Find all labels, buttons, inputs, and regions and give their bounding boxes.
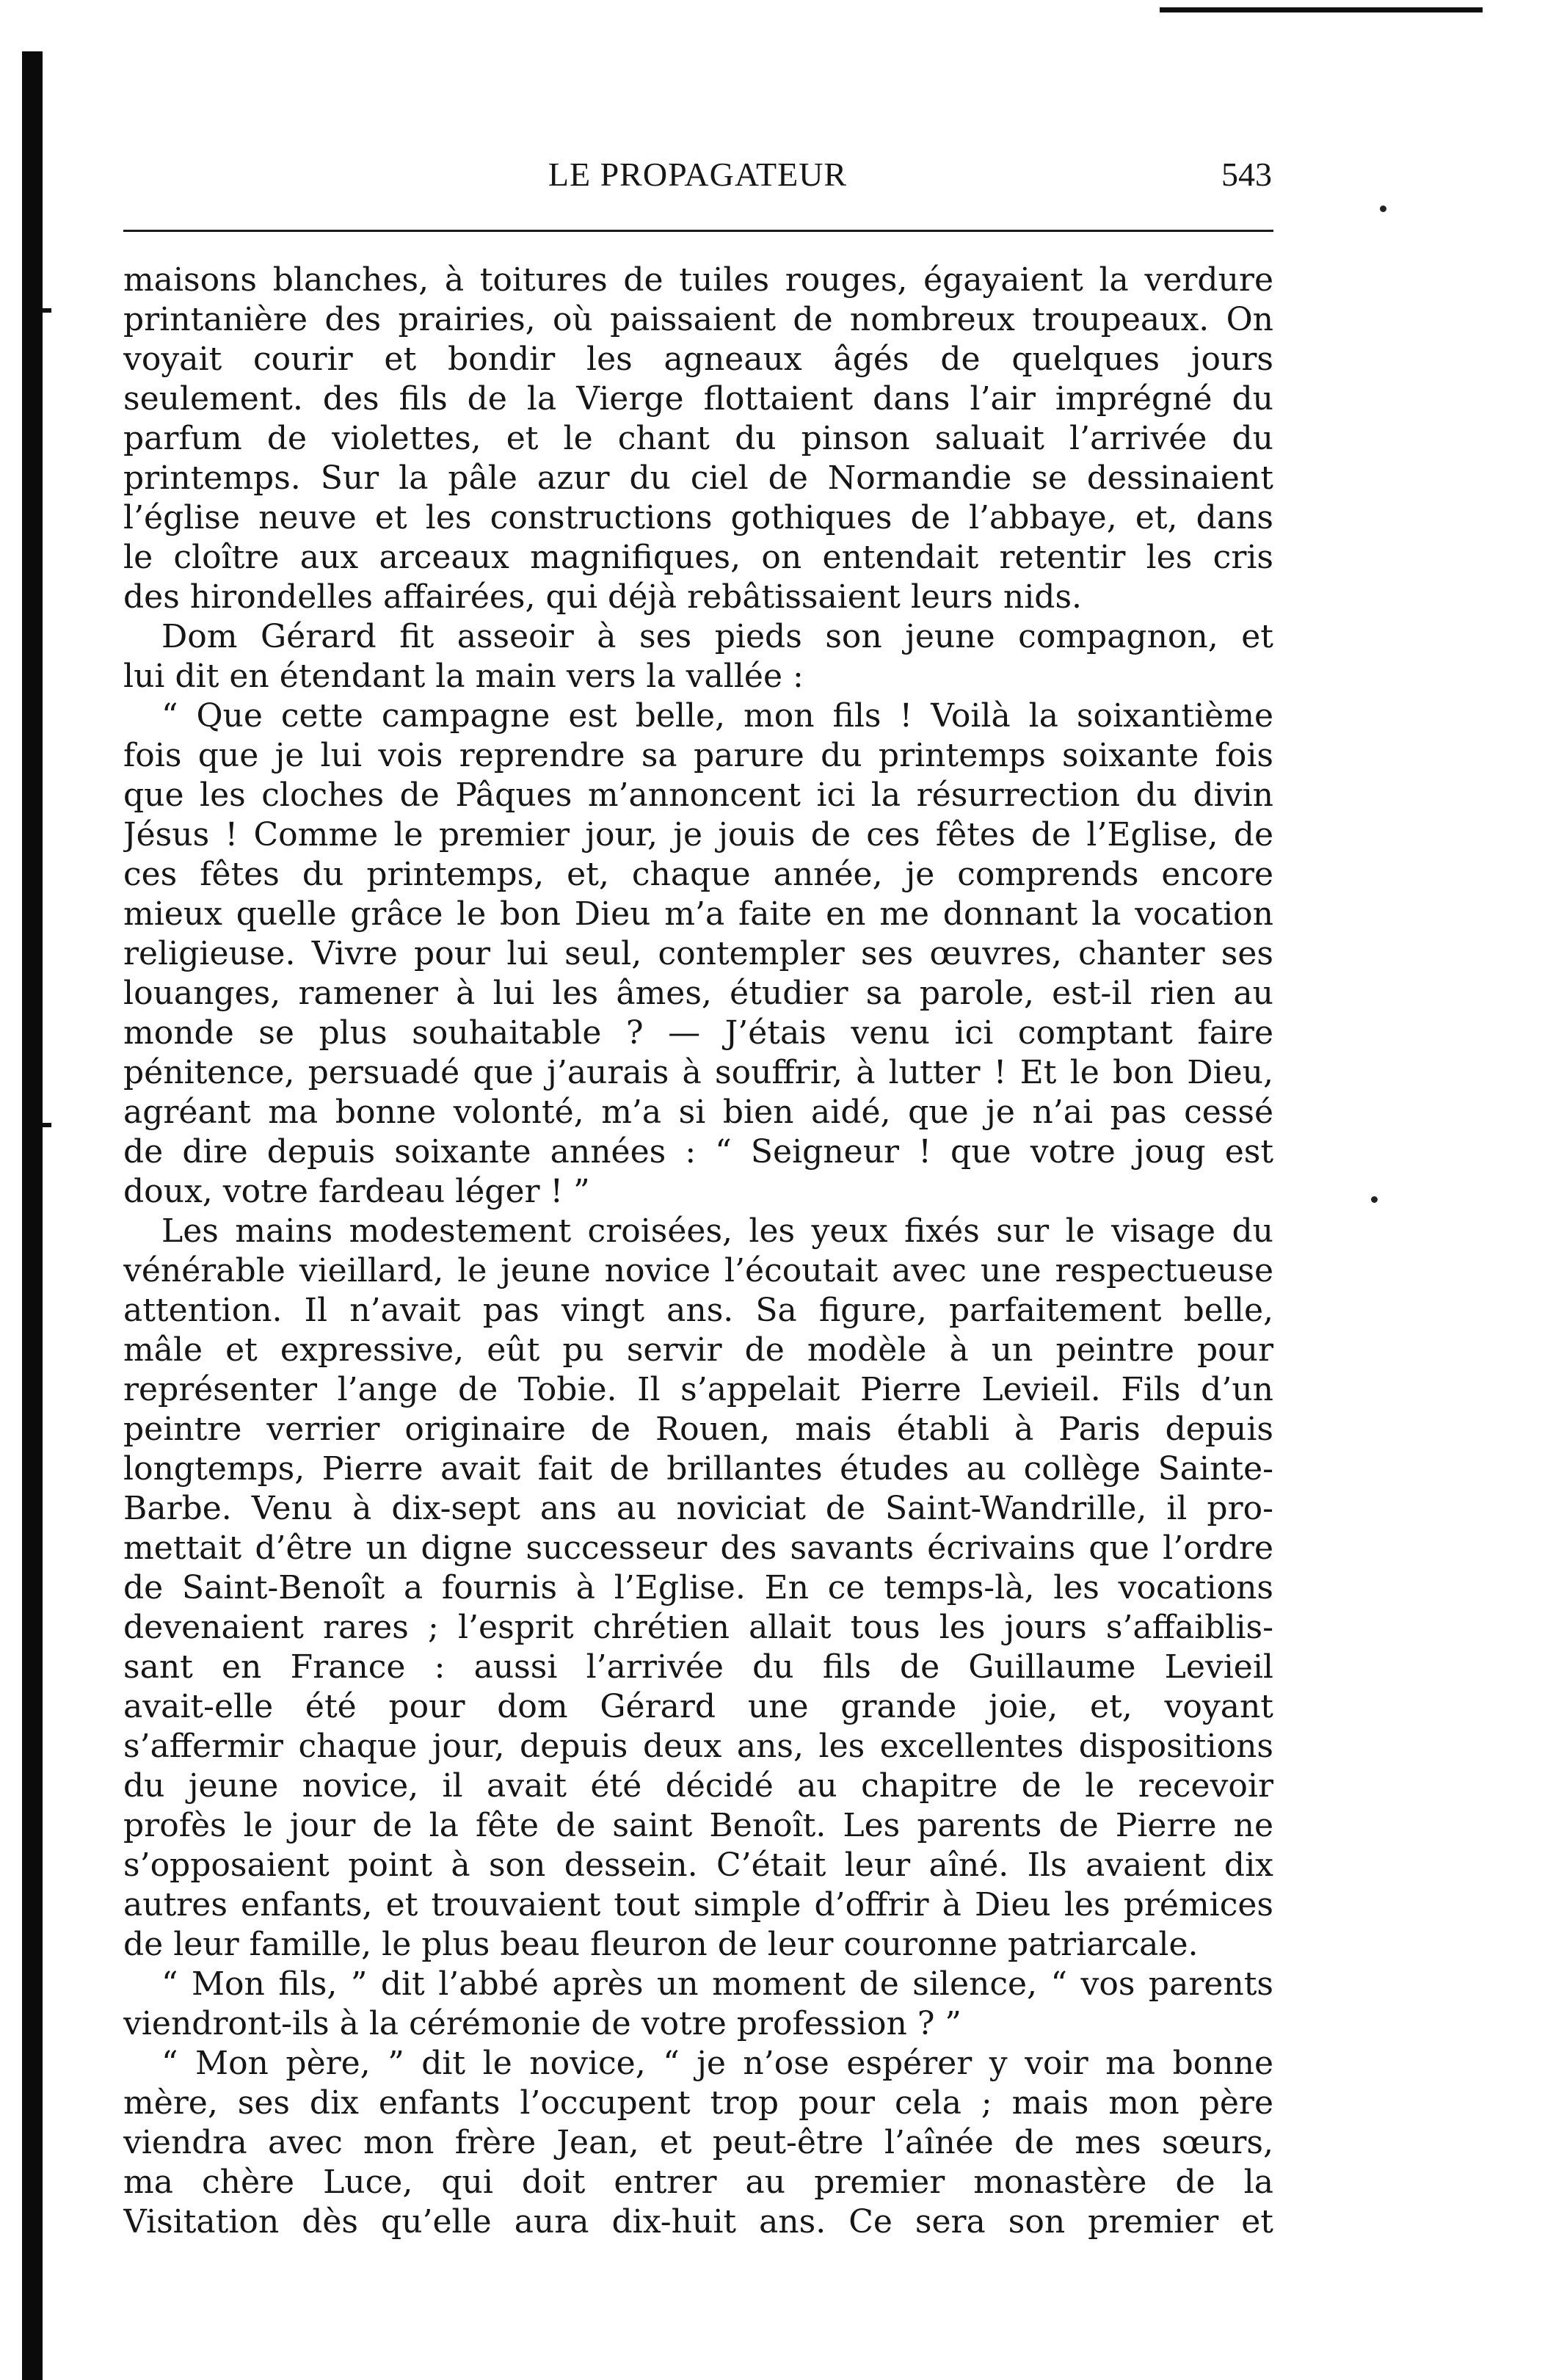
text-line: autres enfants, et trouvaient tout simple d’offrir à Dieu les prémices	[123, 1886, 1273, 1924]
text-line: de leur famille, le plus beau fleuron de leur couronne patriarcale.	[123, 1926, 1199, 1963]
text-line: s’opposaient point à son dessein. C’était leur aîné. Ils avaient dix	[123, 1846, 1273, 1884]
text-line: Jésus ! Comme le premier jour, je jouis de ces fêtes de l’Eglise, de	[123, 816, 1273, 854]
text-line: agréant ma bonne volonté, m’a si bien aidé, que je n’ai pas cessé	[123, 1093, 1273, 1131]
text-line: religieuse. Vivre pour lui seul, contempler ses œuvres, chanter ses	[123, 935, 1273, 972]
text-line: louanges, ramener à lui les âmes, étudier sa parole, est-il rien au	[123, 975, 1273, 1012]
text-line: Les mains modestement croisées, les yeux fixés sur le visage du	[161, 1212, 1273, 1250]
header-rule	[123, 230, 1273, 232]
text-line: vénérable vieillard, le jeune novice l’écoutait avec une respectueuse	[123, 1252, 1273, 1289]
text-line: devenaient rares ; l’esprit chrétien allait tous les jours s’affaiblis-	[123, 1609, 1273, 1646]
page-header	[123, 150, 1272, 202]
text-line: seulement. des fils de la Vierge flottaient dans l’air imprégné du	[123, 380, 1273, 418]
text-line: s’affermir chaque jour, depuis deux ans, les excellentes dispositions	[123, 1728, 1273, 1765]
text-line: “ Que cette campagne est belle, mon fils ! Voilà la soixantième	[161, 697, 1273, 735]
scan-speck	[1371, 1196, 1378, 1203]
scan-speck	[1380, 205, 1386, 212]
text-line: que les cloches de Pâques m’annoncent ici la résurrection du divin	[123, 776, 1273, 814]
text-line: ces fêtes du printemps, et, chaque année, je comprends encore	[123, 856, 1273, 893]
text-line: profès le jour de la fête de saint Benoît. Les parents de Pierre ne	[123, 1807, 1273, 1844]
text-line: l’église neuve et les constructions gothiques de l’abbaye, et, dans	[123, 499, 1273, 536]
text-line: printemps. Sur la pâle azur du ciel de Normandie se dessinaient	[123, 459, 1273, 497]
text-line: viendront-ils à la cérémonie de votre profession ? ”	[123, 2005, 961, 2042]
text-line: de Saint-Benoît a fournis à l’Eglise. En ce temps-là, les vocations	[123, 1569, 1273, 1606]
text-line: Visitation dès qu’elle aura dix-huit ans. Ce sera son premier et	[123, 2203, 1273, 2241]
text-line: le cloître aux arceaux magnifiques, on entendait retentir les cris	[123, 539, 1273, 576]
text-line: du jeune novice, il avait été décidé au chapitre de le recevoir	[123, 1767, 1273, 1805]
scan-mark	[43, 1123, 51, 1127]
text-line: mettait d’être un digne successeur des savants écrivains que l’ordre	[123, 1529, 1273, 1567]
running-title: LE PROPAGATEUR	[548, 156, 848, 193]
scan-border	[22, 51, 43, 2380]
text-line: monde se plus souhaitable ? — J’étais venu ici comptant faire	[123, 1014, 1273, 1052]
text-line: des hirondelles affairées, qui déjà rebâtissaient leurs nids.	[123, 578, 1083, 616]
text-line: attention. Il n’avait pas vingt ans. Sa figure, parfaitement belle,	[123, 1292, 1273, 1329]
text-line: mieux quelle grâce le bon Dieu m’a faite en me donnant la vocation	[123, 895, 1273, 933]
text-line: Dom Gérard fit asseoir à ses pieds son jeune compagnon, et	[161, 618, 1273, 655]
text-line: doux, votre fardeau léger ! ”	[123, 1173, 590, 1210]
text-line: Barbe. Venu à dix-sept ans au noviciat de Saint-Wandrille, il pro-	[123, 1490, 1273, 1527]
text-line: pénitence, persuadé que j’aurais à souffrir, à lutter ! Et le bon Dieu,	[123, 1054, 1273, 1091]
text-line: “ Mon fils, ” dit l’abbé après un moment de silence, “ vos parents	[161, 1965, 1273, 2003]
text-line: avait-elle été pour dom Gérard une grande joie, et, voyant	[123, 1688, 1273, 1725]
text-line: fois que je lui vois reprendre sa parure du printemps soixante fois	[123, 737, 1273, 774]
body-text	[123, 261, 1273, 2242]
text-line: sant en France : aussi l’arrivée du fils de Guillaume Levieil	[123, 1648, 1273, 1686]
page-number: 543	[1221, 156, 1272, 193]
scan-top-rule	[1160, 7, 1483, 12]
scan-mark	[43, 308, 51, 313]
text-line: mère, ses dix enfants l’occupent trop pour cela ; mais mon père	[123, 2084, 1273, 2122]
text-line: viendra avec mon frère Jean, et peut-être l’aînée de mes sœurs,	[123, 2124, 1273, 2161]
text-line: parfum de violettes, et le chant du pinson saluait l’arrivée du	[123, 420, 1273, 457]
text-line: “ Mon père, ” dit le novice, “ je n’ose espérer y voir ma bonne	[161, 2045, 1273, 2082]
text-line: ma chère Luce, qui doit entrer au premier monastère de la	[123, 2164, 1273, 2201]
text-line: de dire depuis soixante années : “ Seigneur ! que votre joug est	[123, 1133, 1273, 1171]
text-line: voyait courir et bondir les agneaux âgés de quelques jours	[123, 341, 1273, 378]
text-line: peintre verrier originaire de Rouen, mais établi à Paris depuis	[123, 1411, 1273, 1448]
text-line: longtemps, Pierre avait fait de brillantes études au collège Sainte-	[123, 1450, 1273, 1488]
text-line: lui dit en étendant la main vers la vallée :	[123, 658, 804, 695]
text-line: printanière des prairies, où paissaient de nombreux troupeaux. On	[123, 301, 1273, 338]
text-line: maisons blanches, à toitures de tuiles rouges, égayaient la verdure	[123, 261, 1273, 299]
text-line: mâle et expressive, eût pu servir de modèle à un peintre pour	[123, 1331, 1273, 1369]
text-line: représenter l’ange de Tobie. Il s’appelait Pierre Levieil. Fils d’un	[123, 1371, 1273, 1408]
